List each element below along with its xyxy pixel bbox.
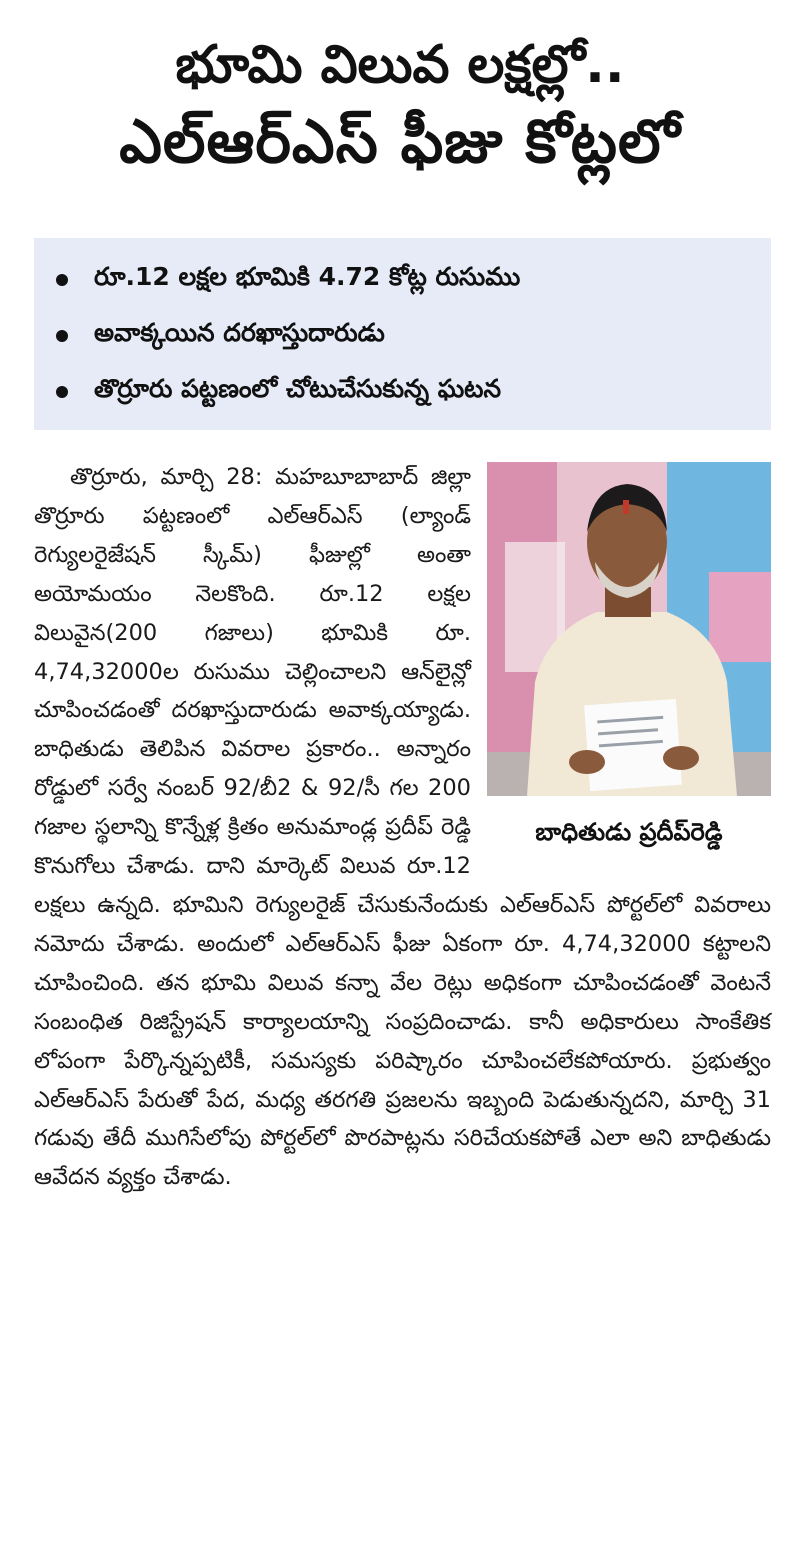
highlights-list (56, 252, 751, 420)
headline-line-1: భూమి విలువ లక్షల్లో.. (175, 35, 625, 95)
highlight-item (56, 252, 751, 308)
highlight-text: తొర్రూరు పట్టణంలో చోటుచేసుకున్న ఘటన (94, 374, 502, 403)
victim-photo (487, 462, 771, 796)
highlights-box (34, 238, 771, 430)
headline-line-2: ఎల్‌ఆర్‌ఎస్‌ ఫీజు కోట్లలో (119, 107, 681, 177)
article-paragraph: తొర్రూరు, మార్చి 28: మహబూబాబాద్‌ జిల్లా తొర్రూరు పట్టణంలో ఎల్‌ఆర్‌ఎస్‌ (ల్యాండ్‌ రెగ్యులరైజేషన్‌ స్కీమ్‌) ఫీజుల్లో అంతా అయోమయం నెలకొంది. రూ.12 లక్షల విలువైన(200 గజాలు) భూమికి రూ. 4,74,32000ల రుసుము చెల్లించాలని ఆన్‌లైన్లో చూపించడంతో దరఖాస్తుదారుడు అవాక్కయ్యాడు. బాధితుడు తెలిపిన వివరాల ప్రకారం.. అన్నారం రోడ్డులో సర్వే నంబర్‌ 92/బీ2 & 92/సీ గల 200 గజాల స్థలాన్ని కొన్నేళ్ల క్రితం అనుమాండ్ల ప్రదీప్‌ రెడ్డి కొనుగోలు చేశాడు. దాని మార్కెట్‌ విలువ రూ.12 లక్షలు ఉన్నది. భూమిని రెగ్యులరైజ్‌ చేసుకునేందుకు ఎల్‌ఆర్‌ఎస్‌ పోర్టల్‌లో వివరాలు నమోదు చేశాడు. అందులో ఎల్‌ఆర్‌ఎస్‌ ఫీజు ఏకంగా రూ. 4,74,32000 కట్టాలని చూపించింది. తన భూమి విలువ కన్నా వేల రెట్లు అధికంగా చూపించడంతో వెంటనే సంబంధిత రిజిస్ట్రేషన్‌ కార్యాలయాన్ని సంప్రదించాడు. కానీ అధికారులు సాంకేతిక లోపంగా పేర్కొన్నప్పటికీ, సమస్యకు పరిష్కారం చూపించలేకపోయారు. ప్రభుత్వం ఎల్‌ఆర్‌ఎస్‌ పేరుతో పేద, మధ్య తరగతి ప్రజలను ఇబ్బంది పెడుతున్నదని, మార్చి 31 గడువు తేదీ ముగిసేలోపు పోర్టల్‌లో పొరపాట్లను సరిచేయకపోతే ఎలా అని బాధితుడు ఆవేదన వ్యక్తం చేశాడు. (34, 464, 771, 1191)
highlight-item (56, 364, 751, 420)
highlight-text: అవాక్కయిన దరఖాస్తుదారుడు (94, 318, 385, 347)
person-holding-document-image (487, 462, 771, 796)
headline (0, 30, 800, 184)
bullet-icon (56, 386, 68, 398)
bullet-icon (56, 274, 68, 286)
photo-caption: బాధితుడు ప్రదీప్‌రెడ్డి (535, 818, 723, 846)
highlight-item (56, 308, 751, 364)
highlight-text: రూ.12 లక్షల భూమికి 4.72 కోట్ల రుసుము (94, 262, 521, 291)
bullet-icon (56, 330, 68, 342)
